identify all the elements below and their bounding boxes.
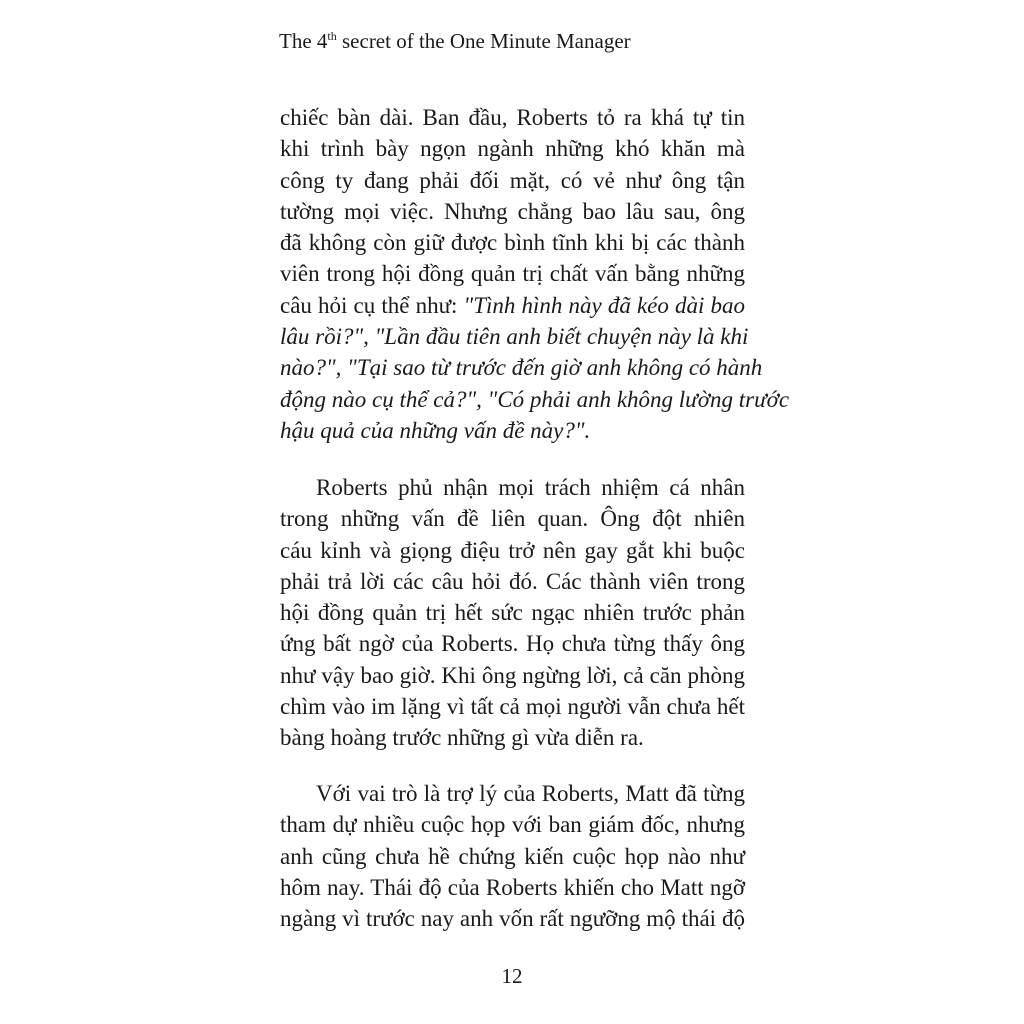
paragraph-line bbox=[280, 535, 745, 566]
line-quote: lâu rồi?", "Lần đầu tiên anh biết chuyện này là khi bbox=[280, 324, 749, 350]
line-text: cáu kỉnh và giọng điệu trở nên gay gắt khi buộc bbox=[280, 537, 745, 563]
line-text: chiếc bàn dài. Ban đầu, Roberts tỏ ra khá tự tin bbox=[280, 105, 745, 130]
line-text: viên trong hội đồng quản trị chất vấn bằng những bbox=[280, 261, 745, 287]
line-text: bàng hoàng trước những gì vừa diễn ra. bbox=[280, 725, 644, 751]
paragraph-line bbox=[280, 290, 745, 321]
paragraph-line bbox=[280, 628, 745, 659]
line-text: Roberts phủ nhận mọi trách nhiệm cá nhân bbox=[316, 475, 745, 500]
paragraph-line bbox=[280, 722, 745, 753]
paragraph-line bbox=[280, 227, 745, 258]
paragraph-line bbox=[280, 321, 749, 352]
paragraph-2 bbox=[280, 472, 745, 754]
paragraph-line bbox=[280, 472, 745, 503]
paragraph-line bbox=[280, 352, 763, 383]
line-text: khi trình bày ngọn ngành những khó khăn mà bbox=[280, 136, 745, 162]
line-text: trong những vấn đề liên quan. Ông đột nhiên bbox=[280, 506, 745, 532]
paragraph-line bbox=[280, 903, 745, 934]
header-prefix: The 4 bbox=[279, 29, 328, 53]
line-quote: "Tình hình này đã kéo dài bao bbox=[463, 292, 745, 318]
line-quote: hậu quả của những vấn đề này?". bbox=[280, 417, 591, 443]
paragraph-line bbox=[280, 415, 745, 446]
line-text: chìm vào im lặng vì tất cả mọi người vẫn chưa hết bbox=[280, 694, 745, 720]
line-text: câu hỏi cụ thể như: bbox=[280, 292, 464, 318]
line-text: phải trả lời các câu hỏi đó. Các thành viên trong bbox=[280, 568, 745, 594]
paragraph-line bbox=[280, 102, 745, 133]
paragraph-line bbox=[280, 258, 745, 289]
line-text: tham dự nhiều cuộc họp với ban giám đốc, nhưng bbox=[280, 812, 745, 838]
page-number: 12 bbox=[501, 964, 523, 988]
paragraph-line bbox=[280, 566, 745, 597]
header-suffix: secret of the One Minute Manager bbox=[336, 29, 631, 53]
paragraph-line bbox=[280, 660, 745, 691]
paragraph-line bbox=[280, 196, 745, 227]
paragraph-line bbox=[280, 778, 745, 809]
line-quote: nào?", "Tại sao từ trước đến giờ anh không có hành bbox=[280, 355, 763, 381]
paragraph-line bbox=[280, 384, 790, 415]
paragraph-line bbox=[280, 872, 745, 903]
paragraph-3 bbox=[280, 778, 745, 934]
line-text: như vậy bao giờ. Khi ông ngừng lời, cả căn phòng bbox=[280, 662, 745, 688]
line-text: Với vai trò là trợ lý của Roberts, Matt đã từng bbox=[316, 781, 745, 806]
paragraph-line bbox=[280, 165, 745, 196]
paragraph-1 bbox=[280, 102, 790, 446]
line-text: tường mọi việc. Nhưng chẳng bao lâu sau, ông bbox=[280, 198, 745, 224]
line-text: anh cũng chưa hề chứng kiến cuộc họp nào như bbox=[280, 843, 745, 869]
paragraph-line bbox=[280, 809, 745, 840]
paragraph-line bbox=[280, 597, 745, 628]
paragraph-line bbox=[280, 841, 745, 872]
line-text: hội đồng quản trị hết sức ngạc nhiên trước phản bbox=[280, 600, 745, 626]
header-superscript: th bbox=[327, 29, 337, 43]
paragraph-line bbox=[280, 503, 745, 534]
line-text: công ty đang phải đối mặt, có vẻ như ông tận bbox=[280, 167, 745, 193]
line-quote: động nào cụ thể cả?", "Có phải anh không lường trước bbox=[280, 386, 790, 412]
paragraph-line bbox=[280, 133, 745, 164]
line-text: đã không còn giữ được bình tĩnh khi bị các thành bbox=[280, 230, 745, 256]
paragraph-line bbox=[280, 691, 745, 722]
line-text: ngàng vì trước nay anh vốn rất ngưỡng mộ thái độ bbox=[280, 906, 745, 932]
line-text: hôm nay. Thái độ của Roberts khiến cho Matt ngỡ bbox=[280, 874, 745, 900]
line-text: ứng bất ngờ của Roberts. Họ chưa từng thấy ông bbox=[280, 631, 745, 657]
running-header bbox=[279, 27, 631, 58]
